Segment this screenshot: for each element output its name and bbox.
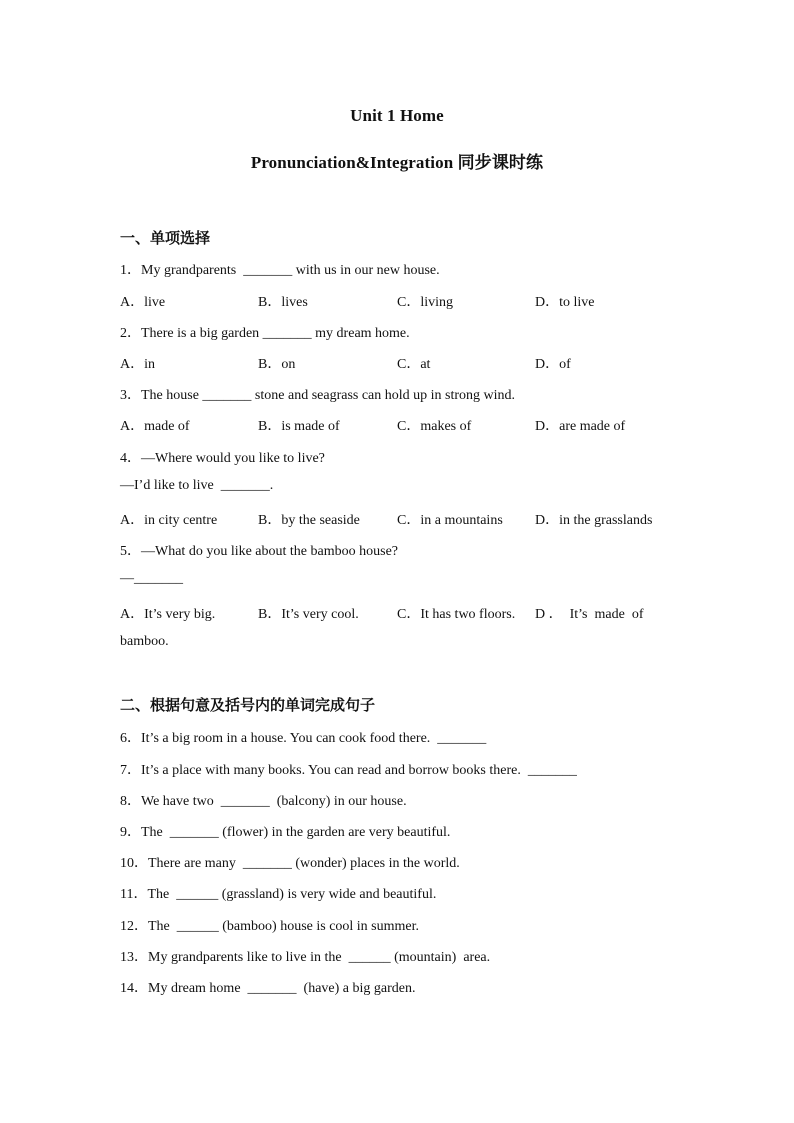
question-10: 10．There are many _______ (wonder) places in the world. xyxy=(120,856,460,871)
question-12: 12．The ______ (bamboo) house is cool in summer. xyxy=(120,919,420,934)
question-3-option-b: B．is made of xyxy=(258,419,340,434)
question-4-option-b: B．by the seaside xyxy=(258,513,360,528)
question-1-option-c: C．living xyxy=(397,295,454,310)
question-1-stem: 1．My grandparents _______ with us in our new house. xyxy=(120,263,440,278)
question-7: 7．It’s a place with many books. You can read and borrow books there. _______ xyxy=(120,763,577,778)
question-9: 9．The _______ (flower) in the garden are very beautiful. xyxy=(120,825,451,840)
question-5-option-b: B．It’s very cool. xyxy=(258,607,359,622)
question-5-option-d: D ． It’s made of xyxy=(535,607,644,622)
question-4-stem: 4．—Where would you like to live? xyxy=(120,451,325,466)
question-14: 14．My dream home _______ (have) a big garden. xyxy=(120,981,416,996)
question-4-option-c: C．in a mountains xyxy=(397,513,503,528)
question-3-option-c: C．makes of xyxy=(397,419,472,434)
question-4-stem-reply: —I’d like to live _______. xyxy=(120,478,274,493)
question-5-stem-reply: —_______ xyxy=(120,571,183,586)
question-3-stem: 3．The house _______ stone and seagrass can hold up in strong wind. xyxy=(120,388,516,403)
question-4-option-a: A．in city centre xyxy=(120,513,218,528)
question-1-option-a: A．live xyxy=(120,295,166,310)
question-2-option-c: C．at xyxy=(397,357,431,372)
question-1-option-d: D．to live xyxy=(535,295,595,310)
question-2-option-b: B．on xyxy=(258,357,296,372)
question-5-option-a: A．It’s very big. xyxy=(120,607,216,622)
question-8: 8．We have two _______ (balcony) in our house. xyxy=(120,794,407,809)
question-2-option-d: D．of xyxy=(535,357,571,372)
question-6: 6．It’s a big room in a house. You can cook food there. _______ xyxy=(120,731,487,746)
section-1-heading: 一、单项选择 xyxy=(120,231,211,247)
question-5-stem: 5．—What do you like about the bamboo house? xyxy=(120,544,398,559)
section-2-heading: 二、根据句意及括号内的单词完成句子 xyxy=(120,698,376,714)
question-3-option-a: A．made of xyxy=(120,419,190,434)
question-2-option-a: A．in xyxy=(120,357,155,372)
question-1-option-b: B．lives xyxy=(258,295,308,310)
page-subtitle: Pronunciation&Integration 同步课时练 xyxy=(250,153,544,172)
question-4-option-d: D．in the grasslands xyxy=(535,513,653,528)
page-title: Unit 1 Home xyxy=(350,106,444,125)
question-5-option-d-continued: bamboo. xyxy=(120,634,169,649)
question-11: 11．The ______ (grassland) is very wide and beautiful. xyxy=(120,887,437,902)
question-3-option-d: D．are made of xyxy=(535,419,626,434)
question-13: 13．My grandparents like to live in the ______ (mountain) area. xyxy=(120,950,491,965)
question-5-option-c: C．It has two floors. xyxy=(397,607,516,622)
question-2-stem: 2．There is a big garden _______ my dream home. xyxy=(120,326,410,341)
